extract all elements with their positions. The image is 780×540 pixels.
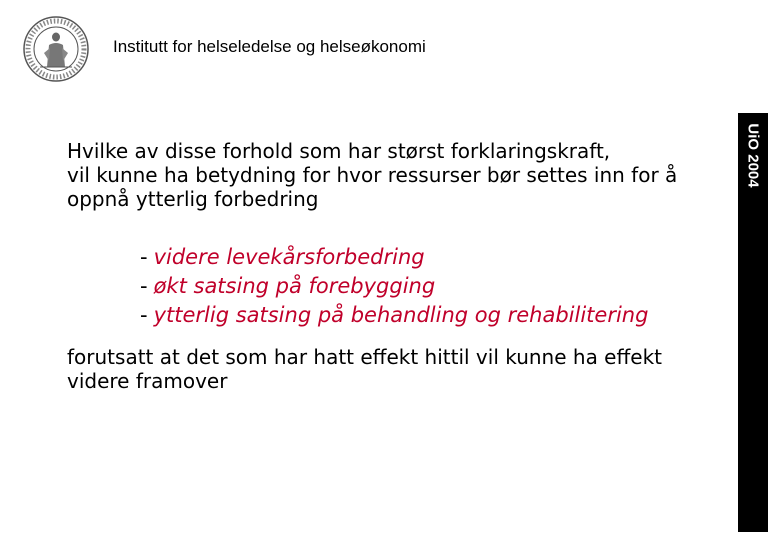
bullet-item [140, 272, 648, 301]
bullet-text: ytterlig satsing på behandling og rehabilitering [153, 303, 649, 327]
question-line: Hvilke av disse forhold som har størst forklaringskraft, [67, 139, 611, 163]
bullet-list [140, 243, 648, 330]
bullet-item [140, 301, 648, 330]
sidebar-label [740, 115, 766, 195]
uio-year-label: UiO 2004 [744, 122, 762, 188]
question-line: vil kunne ha betydning for hvor ressurser bør settes inn for å [67, 163, 678, 187]
footer-line: forutsatt at det som har hatt effekt hittil vil kunne ha effekt [67, 345, 662, 369]
bullet-text: økt satsing på forebygging [153, 274, 436, 298]
bullet-dash: - [140, 274, 148, 298]
bullet-dash: - [140, 245, 148, 269]
question-line: oppnå ytterlig forbedring [67, 187, 319, 211]
bullet-item [140, 243, 648, 272]
institution-title: Institutt for helseledelse og helseøkonomi [113, 37, 426, 56]
bullet-text: videre levekårsforbedring [153, 245, 425, 269]
university-seal-icon [22, 15, 90, 83]
footer-line: videre framover [67, 369, 228, 393]
question-text [67, 139, 732, 211]
footer-text [67, 345, 662, 393]
bullet-dash: - [140, 303, 148, 327]
